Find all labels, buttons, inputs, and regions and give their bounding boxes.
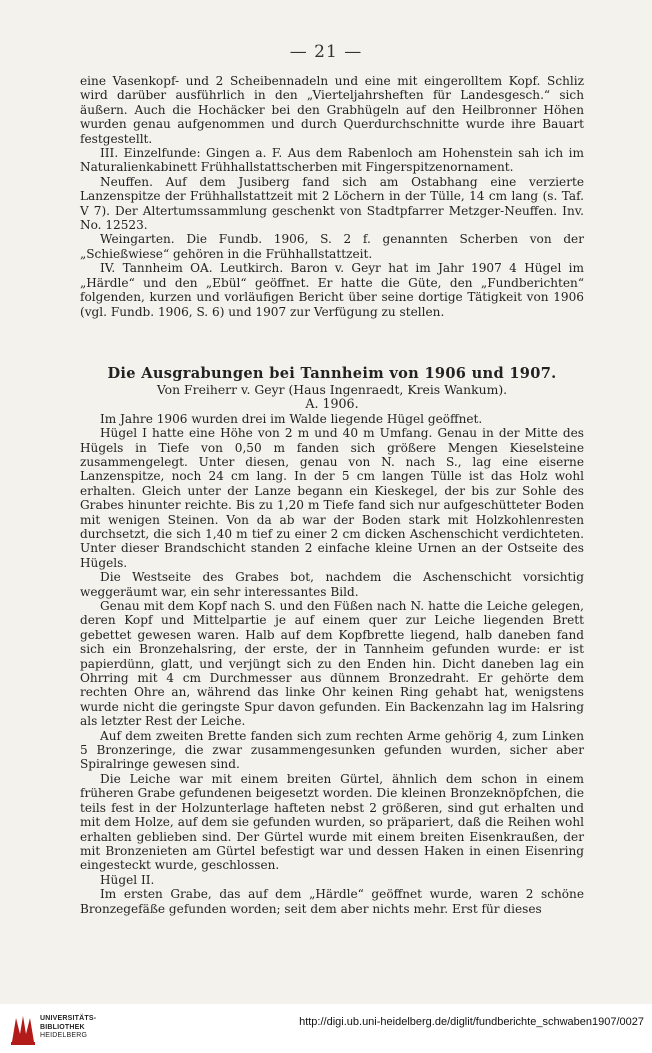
paragraph: eine Vasenkopf- und 2 Scheibennadeln und eine mit eingerolltem Kopf. Schliz wird darüber ausführlich in den „Vierteljahrsheften für Landesgesch.“ sich äußern. Auch die Hochäcker bei den Grabhügeln auf den Heilbronner Höhen wurden genau aufgenommen und durch Querdurchschnitte wurde ihre Bauart festgestellt. <box>80 74 584 146</box>
page-number: — 21 — <box>289 42 363 62</box>
paragraph: Neuffen. Auf dem Jusiberg fand sich am Ostabhang eine verzierte Lanzenspitze der Frühhallstattzeit mit 2 Löchern in der Tülle, 14 cm lang (s. Taf. V 7). Der Altertumssammlung geschenkt von Stadtpfarrer Metzger-Neuffen. Inv. No. 12523. <box>80 174 584 233</box>
paragraph: Genau mit dem Kopf nach S. und den Füßen nach N. hatte die Leiche gelegen, deren Kopf und Mittelpartie je auf einem quer zur Leiche liegenden Brett gebettet gewesen waren. Halb auf dem Kopfbrette liegend, halb daneben fand sich ein Bronzehalsring, der erste, der in Tannheim gefunden wurde: er ist papierdünn, glatt, und verjüngt sich zu den Enden hin. Dicht daneben lag ein Ohrring mit 4 cm Durchmesser aus dünnem Bronzedraht. Er gehörte dem rechten Ohre an, während das linke Ohr keinen Ring gehabt hat, wenigstens wurde nicht die geringste Spur davon gefunden. Ein Backenzahn lag im Halsring als letzter Rest der Leiche. <box>80 599 584 729</box>
paragraph: Die Leiche war mit einem breiten Gürtel, ähnlich dem schon in einem früheren Grabe gefundenen beigesetzt worden. Die kleinen Bronzeknöpfchen, die teils fest in der Holzunterlage hafteten nebst 2 größeren, sind gut erhalten und mit dem Holze, auf dem sie gefunden wurden, so präpariert, daß die Reihen wohl erhalten geblieben sind. Der Gürtel wurde mit einem breiten Eisenkraußen, der mit Bronzenieten am Gürtel befestigt war und dessen Haken in einen Eisenring eingesteckt wurde, geschlossen. <box>80 771 584 873</box>
subheading: Hügel II. <box>100 872 155 887</box>
paragraph: Hügel I hatte eine Höhe von 2 m und 40 m Umfang. Genau in der Mitte des Hügels in Tiefe von 0,50 m fanden sich größere Mengen Kieselsteine zusammengelegt. Unter diesen, genau von N. nach S., lag eine eiserne Lanzenspitze, noch 24 cm lang. In der 5 cm langen Tülle ist das Holz wohl erhalten. Gleich unter der Lanze begann ein Kieskegel, der bis zur Sohle des Grabes hinunter reichte. Bis zu 1,20 m Tiefe fand sich nur aufgeschütteter Boden mit wenigen Steinen. Von da ab war der Boden stark mit Holzkohlenresten durchsetzt, die sich 1,40 m tief zu einer 2 cm dicken Aschenschicht verdichteten. Unter dieser Brandschicht standen 2 einfache kleine Urnen an der Ostseite des Hügels. <box>80 426 584 570</box>
paragraph: Im ersten Grabe, das auf dem „Härdle“ geöffnet wurde, waren 2 schöne Bronzegefäße gefunden worden; seit dem aber nichts mehr. Erst für dieses <box>80 887 584 916</box>
paragraph: IV. Tannheim OA. Leutkirch. Baron v. Geyr hat im Jahr 1907 4 Hügel im „Härdle“ und den „Ebül“ geöffnet. Er hatte die Güte, den „Fundberichten“ folgenden, kurzen und vorläufigen Bericht über seine dortige Tätigkeit von 1906 (vgl. Fundb. 1906, S. 6) und 1907 zur Verfügung zu stellen. <box>80 261 584 319</box>
paragraph: III. Einzelfunde: Gingen a. F. Aus dem Rabenloch am Hohenstein sah ich im Naturalienkabinett Frühhallstattscherben mit Fingerspitzenornament. <box>80 146 584 175</box>
body-text <box>80 74 584 916</box>
paragraph: Auf dem zweiten Brette fanden sich zum rechten Arme gehörig 4, zum Linken 5 Bronzeringe, die zwar zusammengesunken gefunden wurden, sicher aber Spiralringe gewesen sind. <box>80 728 584 772</box>
library-name: UNIVERSITÄTS- BIBLIOTHEK HEIDELBERG <box>40 1015 97 1039</box>
source-url-link[interactable]: http://digi.ub.uni-heidelberg.de/diglit/fundberichte_schwaben1907/0027 <box>299 1016 644 1028</box>
footer-bar <box>0 1004 652 1053</box>
section-heading: A. 1906. <box>305 396 359 412</box>
article-title: Die Ausgrabungen bei Tannheim von 1906 und 1907. <box>107 364 557 382</box>
paragraph: Im Jahre 1906 wurden drei im Walde liegende Hügel geöffnet. <box>100 411 483 426</box>
article-byline: Von Freiherr v. Geyr (Haus Ingenraedt, Kreis Wankum). <box>156 381 508 397</box>
section-gap <box>80 319 584 365</box>
university-seal-icon <box>8 1012 38 1046</box>
paragraph: Weingarten. Die Fundb. 1906, S. 2 f. genannten Scherben von der „Schießwiese“ gehören in die Frühhallstattzeit. <box>80 232 584 261</box>
paragraph: Die Westseite des Grabes bot, nachdem die Aschenschicht vorsichtig weggeräumt war, ein sehr interessantes Bild. <box>80 570 584 599</box>
